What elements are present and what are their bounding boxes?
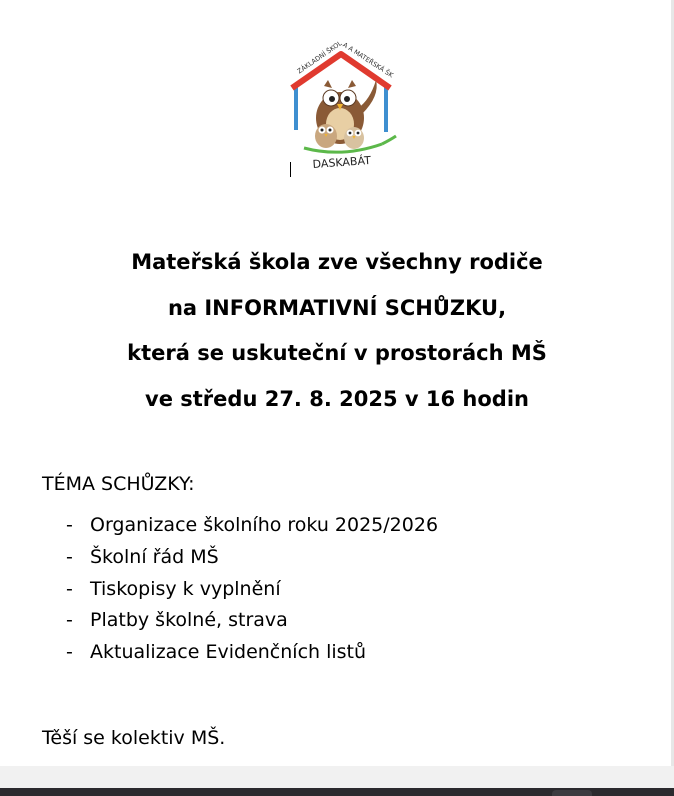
list-item-text: Organizace školního roku 2025/2026	[90, 514, 439, 536]
invitation-line-2: na INFORMATIVNÍ SCHŮZKU,	[167, 295, 507, 320]
list-item-text: Tiskopisy k vyplnění	[90, 577, 281, 600]
school-logo	[282, 40, 407, 175]
invitation-line-1: Mateřská škola zve všechny rodiče	[131, 250, 543, 274]
page-gap	[0, 766, 674, 788]
invitation-line-4: ve středu 27. 8. 2025 v 16 hodin	[145, 387, 529, 412]
svg-text:ZÁKLADNÍ ŠKOLA A MATEŘSKÁ ŠKOL: ZÁKLADNÍ ŠKOLA A MATEŘSKÁ ŠK	[295, 40, 395, 80]
list-item-text: Školní řád MŠ	[90, 545, 219, 568]
bullet-dash: -	[66, 609, 73, 632]
text-cursor	[290, 162, 291, 177]
bullet-dash: -	[66, 577, 73, 600]
bullet-dash: -	[66, 514, 73, 536]
invitation-line-3: která se uskuteční v prostorách MŠ	[127, 341, 547, 366]
svg-text:DASKABÁT: DASKABÁT	[312, 153, 372, 172]
list-item-text: Aktualizace Evidenčních listů	[90, 641, 367, 664]
topics-heading: TÉMA SCHŮZKY:	[42, 473, 195, 495]
closing-signature: Těší se kolektiv MŠ.	[42, 727, 226, 749]
invitation-heading	[0, 240, 674, 423]
bullet-dash: -	[66, 641, 73, 664]
list-item-text: Platby školné, strava	[90, 609, 288, 632]
bottom-toolbar	[0, 788, 674, 796]
owl-house-logo-icon	[282, 40, 407, 175]
bullet-dash: -	[66, 545, 73, 568]
toolbar-button[interactable]	[552, 790, 592, 796]
